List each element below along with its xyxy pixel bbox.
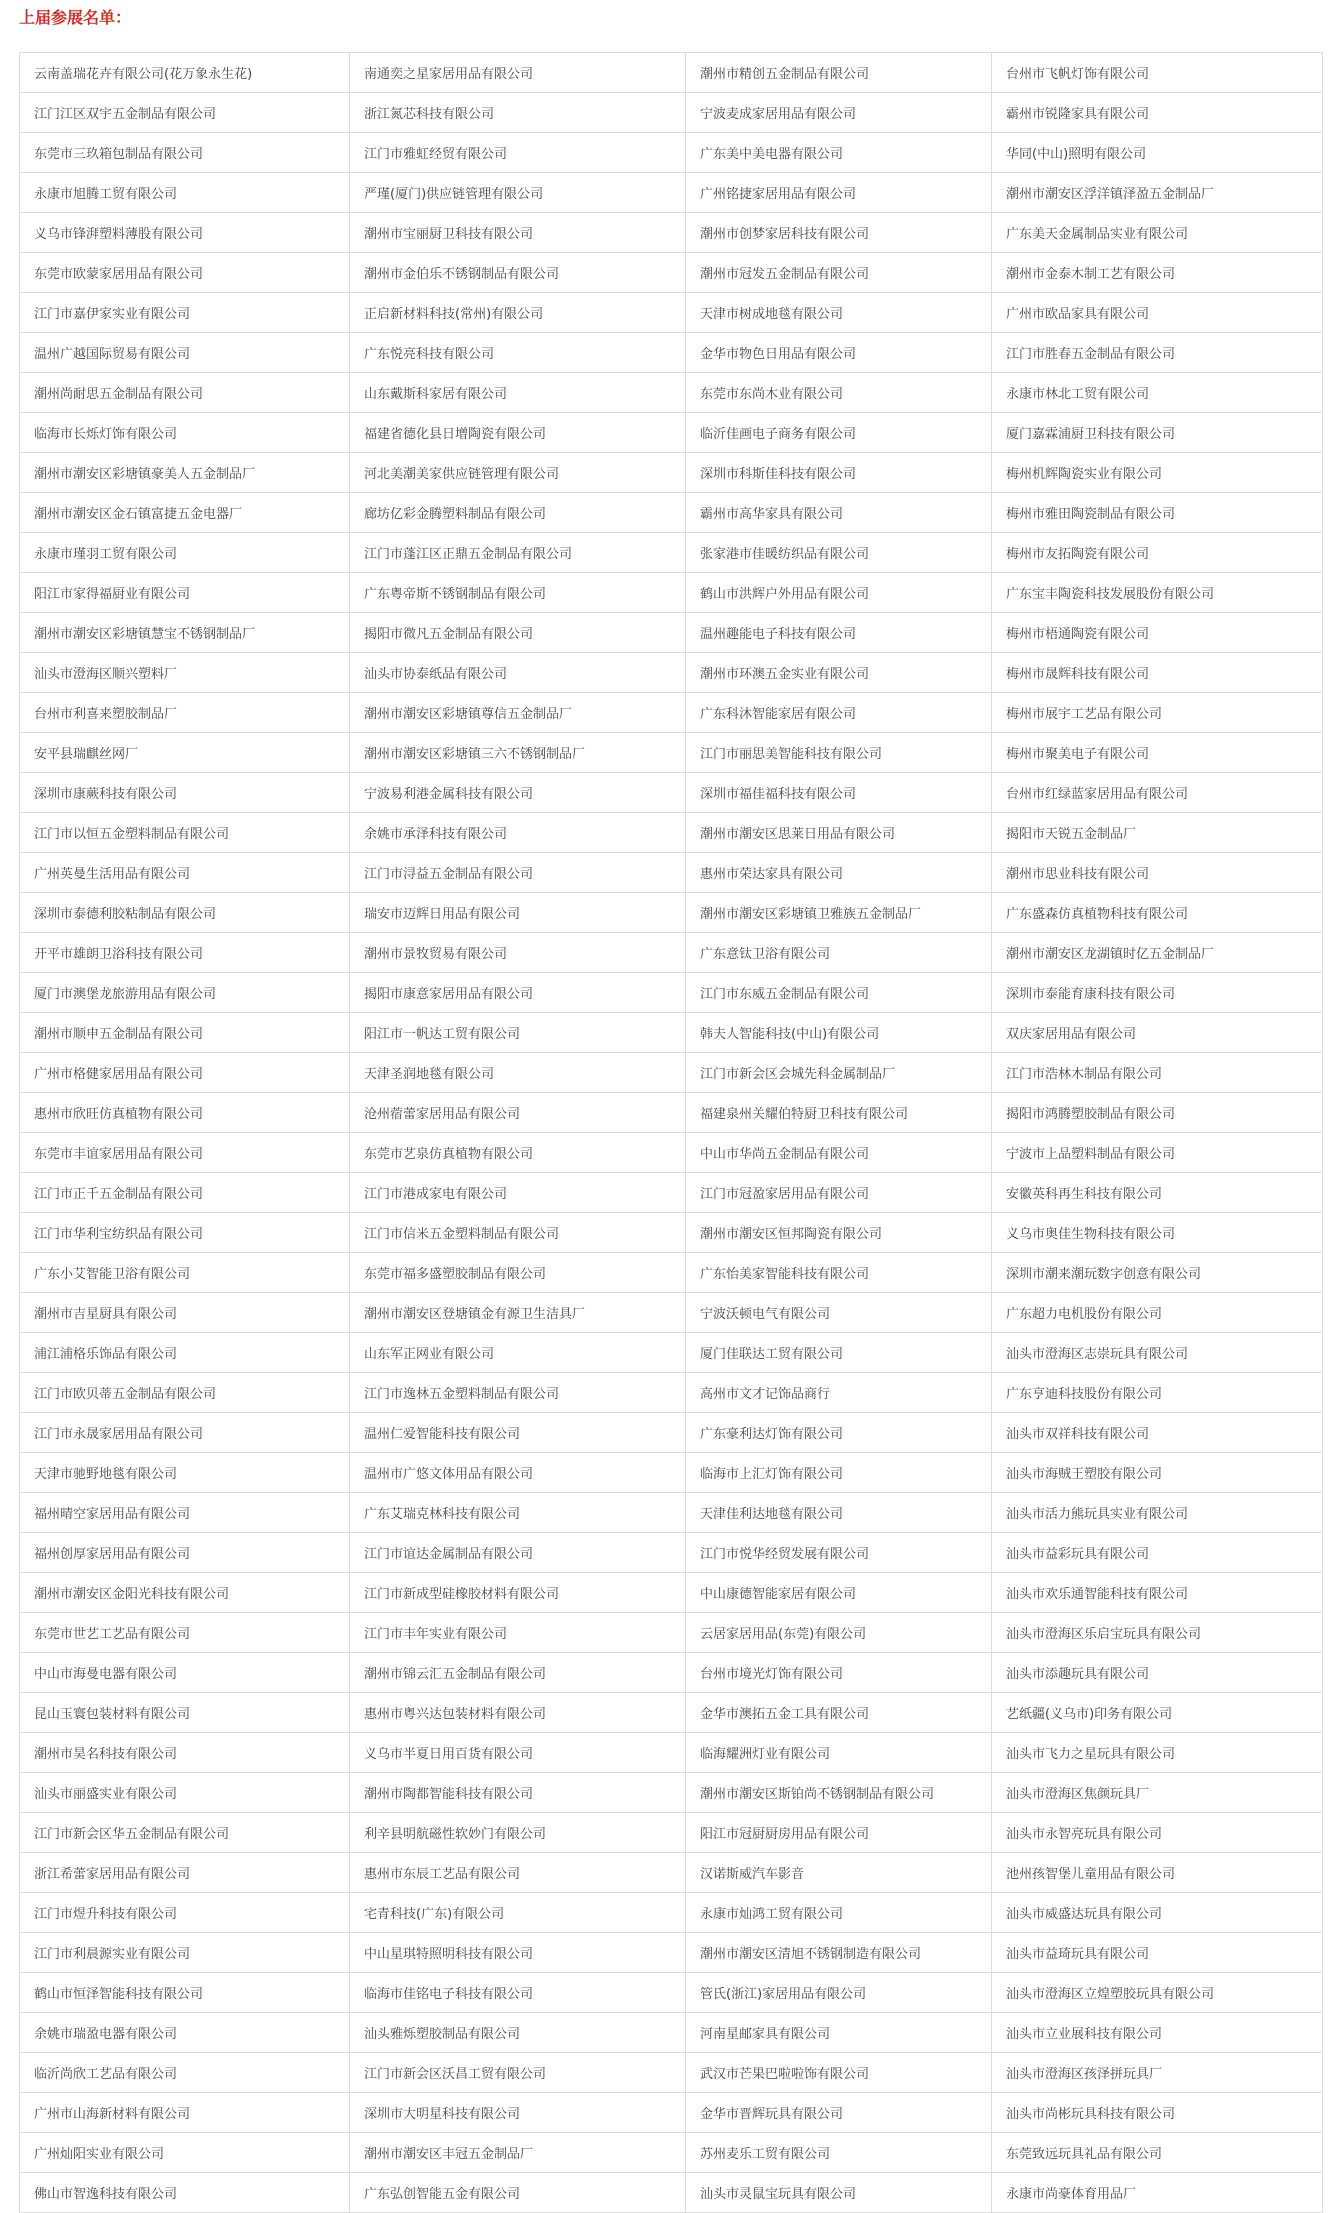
table-row: [20, 1533, 1323, 1573]
exhibitor-name-cell: 汕头市尚彬玩具科技有限公司: [992, 2093, 1323, 2133]
exhibitor-name-cell: 广州铭捷家居用品有限公司: [686, 173, 992, 213]
exhibitor-name-cell: 深圳市科斯佳科技有限公司: [686, 453, 992, 493]
exhibitor-name-cell: 金华市晋辉玩具有限公司: [686, 2093, 992, 2133]
exhibitor-name-cell: 武汉市芒果巴啦啦饰有限公司: [686, 2053, 992, 2093]
exhibitor-name-cell: 金华市物色日用品有限公司: [686, 333, 992, 373]
exhibitor-name-cell: 宁波沃顿电气有限公司: [686, 1293, 992, 1333]
exhibitor-name-cell: 惠州市东辰工艺品有限公司: [350, 1853, 686, 1893]
exhibitor-name-cell: 江门市逸林五金塑料制品有限公司: [350, 1373, 686, 1413]
exhibitor-name-cell: 义乌市半夏日用百货有限公司: [350, 1733, 686, 1773]
exhibitor-name-cell: 潮州市潮安区龙湖镇时亿五金制品厂: [992, 933, 1323, 973]
page-heading: 上届参展名单：: [19, 8, 132, 27]
table-row: [20, 1053, 1323, 1093]
table-row: [20, 613, 1323, 653]
exhibitor-name-cell: 汕头市澄海区立煌塑胶玩具有限公司: [992, 1973, 1323, 2013]
table-row: [20, 813, 1323, 853]
exhibitor-name-cell: 金华市澳拓五金工具有限公司: [686, 1693, 992, 1733]
exhibitor-table: [19, 52, 1323, 2213]
exhibitor-name-cell: 临沂尚欣工艺品有限公司: [20, 2053, 350, 2093]
table-row: [20, 693, 1323, 733]
exhibitor-name-cell: 揭阳市微凡五金制品有限公司: [350, 613, 686, 653]
exhibitor-name-cell: 江门市利晨源实业有限公司: [20, 1933, 350, 1973]
exhibitor-name-cell: 福州创厚家居用品有限公司: [20, 1533, 350, 1573]
table-row: [20, 1773, 1323, 1813]
table-row: [20, 413, 1323, 453]
exhibitor-name-cell: 浙江希蕾家居用品有限公司: [20, 1853, 350, 1893]
exhibitor-name-cell: 山东戴斯科家居有限公司: [350, 373, 686, 413]
exhibitor-name-cell: 江门市永晟家居用品有限公司: [20, 1413, 350, 1453]
exhibitor-name-cell: 汕头市澄海区乐启宝玩具有限公司: [992, 1613, 1323, 1653]
exhibitor-name-cell: 华同(中山)照明有限公司: [992, 133, 1323, 173]
exhibitor-name-cell: 阳江市一帆达工贸有限公司: [350, 1013, 686, 1053]
exhibitor-name-cell: 厦门佳联达工贸有限公司: [686, 1333, 992, 1373]
exhibitor-name-cell: 瑞安市迈辉日用品有限公司: [350, 893, 686, 933]
exhibitor-name-cell: 厦门市澳堡龙旅游用品有限公司: [20, 973, 350, 1013]
exhibitor-name-cell: 临海市长烁灯饰有限公司: [20, 413, 350, 453]
exhibitor-name-cell: 江门市东威五金制品有限公司: [686, 973, 992, 1013]
exhibitor-name-cell: 广州灿阳实业有限公司: [20, 2133, 350, 2173]
exhibitor-name-cell: 佛山市智逸科技有限公司: [20, 2173, 350, 2213]
exhibitor-name-cell: 江门市浩林木制品有限公司: [992, 1053, 1323, 1093]
exhibitor-name-cell: 广东亨迪科技股份有限公司: [992, 1373, 1323, 1413]
exhibitor-name-cell: 永康市灿鸿工贸有限公司: [686, 1893, 992, 1933]
table-row: [20, 2013, 1323, 2053]
exhibitor-name-cell: 潮州市吉星厨具有限公司: [20, 1293, 350, 1333]
exhibitor-name-cell: 东莞市福多盛塑胶制品有限公司: [350, 1253, 686, 1293]
exhibitor-name-cell: 江门市新成型硅橡胶材料有限公司: [350, 1573, 686, 1613]
exhibitor-name-cell: 汕头市澄海区焦颜玩具厂: [992, 1773, 1323, 1813]
exhibitor-name-cell: 临海市佳铭电子科技有限公司: [350, 1973, 686, 2013]
exhibitor-name-cell: 广东盛森仿真植物科技有限公司: [992, 893, 1323, 933]
exhibitor-name-cell: 双庆家居用品有限公司: [992, 1013, 1323, 1053]
exhibitor-name-cell: 中山星琪特照明科技有限公司: [350, 1933, 686, 1973]
exhibitor-name-cell: 汕头市立业展科技有限公司: [992, 2013, 1323, 2053]
exhibitor-name-cell: 永康市瑾羽工贸有限公司: [20, 533, 350, 573]
table-row: [20, 1373, 1323, 1413]
table-row: [20, 933, 1323, 973]
exhibitor-name-cell: 中山康德智能家居有限公司: [686, 1573, 992, 1613]
exhibitor-name-cell: 中山市华尚五金制品有限公司: [686, 1133, 992, 1173]
exhibitor-name-cell: 深圳市大明星科技有限公司: [350, 2093, 686, 2133]
table-row: [20, 1333, 1323, 1373]
exhibitor-name-cell: 潮州市冠发五金制品有限公司: [686, 253, 992, 293]
exhibitor-name-cell: 安平县瑞麒丝网厂: [20, 733, 350, 773]
exhibitor-name-cell: 正启新材料科技(常州)有限公司: [350, 293, 686, 333]
exhibitor-name-cell: 温州仁爱智能科技有限公司: [350, 1413, 686, 1453]
exhibitor-name-cell: 深圳市泰德利胶粘制品有限公司: [20, 893, 350, 933]
exhibitor-name-cell: 潮州市创梦家居科技有限公司: [686, 213, 992, 253]
exhibitor-name-cell: 广东美中美电器有限公司: [686, 133, 992, 173]
exhibitor-name-cell: 江门市以恒五金塑料制品有限公司: [20, 813, 350, 853]
exhibitor-name-cell: 潮州市锦云汇五金制品有限公司: [350, 1653, 686, 1693]
exhibitor-name-cell: 余姚市瑞盈电器有限公司: [20, 2013, 350, 2053]
table-row: [20, 2053, 1323, 2093]
table-row: [20, 453, 1323, 493]
exhibitor-name-cell: 汕头市灵鼠宝玩具有限公司: [686, 2173, 992, 2213]
exhibitor-name-cell: 潮州市潮安区丰冠五金制品厂: [350, 2133, 686, 2173]
table-row: [20, 2133, 1323, 2173]
table-row: [20, 1093, 1323, 1133]
exhibitor-name-cell: 云居家居用品(东莞)有限公司: [686, 1613, 992, 1653]
exhibitor-name-cell: 鹤山市洪辉户外用品有限公司: [686, 573, 992, 613]
exhibitor-name-cell: 广东粤帝斯不锈钢制品有限公司: [350, 573, 686, 613]
exhibitor-name-cell: 潮州尚耐思五金制品有限公司: [20, 373, 350, 413]
exhibitor-name-cell: 浦江浦格乐饰品有限公司: [20, 1333, 350, 1373]
exhibitor-name-cell: 江门市蓬江区正鼎五金制品有限公司: [350, 533, 686, 573]
exhibitor-name-cell: 汕头市澄海区志崇玩具有限公司: [992, 1333, 1323, 1373]
table-row: [20, 1733, 1323, 1773]
exhibitor-name-cell: 广东宝丰陶瓷科技发展股份有限公司: [992, 573, 1323, 613]
table-row: [20, 213, 1323, 253]
exhibitor-name-cell: 广州市欧品家具有限公司: [992, 293, 1323, 333]
exhibitor-name-cell: 台州市利喜来塑胶制品厂: [20, 693, 350, 733]
table-row: [20, 653, 1323, 693]
exhibitor-name-cell: 山东军正网业有限公司: [350, 1333, 686, 1373]
exhibitor-name-cell: 廊坊亿彩金腾塑料制品有限公司: [350, 493, 686, 533]
exhibitor-name-cell: 福建省德化县日增陶瓷有限公司: [350, 413, 686, 453]
exhibitor-name-cell: 广东豪利达灯饰有限公司: [686, 1413, 992, 1453]
exhibitor-name-cell: 潮州市潮安区金阳光科技有限公司: [20, 1573, 350, 1613]
exhibitor-name-cell: 池州孩智堡儿童用品有限公司: [992, 1853, 1323, 1893]
exhibitor-name-cell: 阳江市冠厨厨房用品有限公司: [686, 1813, 992, 1853]
table-row: [20, 333, 1323, 373]
exhibitor-name-cell: 鹤山市恒泽智能科技有限公司: [20, 1973, 350, 2013]
exhibitor-name-cell: 广东悦亮科技有限公司: [350, 333, 686, 373]
exhibitor-name-cell: 梅州市雅田陶瓷制品有限公司: [992, 493, 1323, 533]
exhibitor-name-cell: 江门市谊达金属制品有限公司: [350, 1533, 686, 1573]
table-row: [20, 1413, 1323, 1453]
table-row: [20, 1013, 1323, 1053]
exhibitor-name-cell: 潮州市陶都智能科技有限公司: [350, 1773, 686, 1813]
exhibitor-name-cell: 福建泉州关耀伯特厨卫科技有限公司: [686, 1093, 992, 1133]
table-row: [20, 1933, 1323, 1973]
table-row: [20, 853, 1323, 893]
exhibitor-name-cell: 潮州市潮安区登塘镇金有源卫生洁具厂: [350, 1293, 686, 1333]
exhibitor-name-cell: 汕头市威盛达玩具有限公司: [992, 1893, 1323, 1933]
exhibitor-name-cell: 义乌市锋湃塑料薄股有限公司: [20, 213, 350, 253]
exhibitor-name-cell: 宁波市上品塑料制品有限公司: [992, 1133, 1323, 1173]
exhibitor-name-cell: 深圳市康蕨科技有限公司: [20, 773, 350, 813]
exhibitor-name-cell: 浙江氮芯科技有限公司: [350, 93, 686, 133]
exhibitor-name-cell: 天津市驰野地毯有限公司: [20, 1453, 350, 1493]
exhibitor-name-cell: 揭阳市康意家居用品有限公司: [350, 973, 686, 1013]
exhibitor-name-cell: 潮州市精创五金制品有限公司: [686, 53, 992, 93]
exhibitor-name-cell: 宁波麦成家居用品有限公司: [686, 93, 992, 133]
table-row: [20, 1853, 1323, 1893]
exhibitor-name-cell: 汕头市添趣玩具有限公司: [992, 1653, 1323, 1693]
exhibitor-name-cell: 江门市雅虹经贸有限公司: [350, 133, 686, 173]
exhibitor-name-cell: 江门市信米五金塑料制品有限公司: [350, 1213, 686, 1253]
exhibitor-name-cell: 潮州市顺申五金制品有限公司: [20, 1013, 350, 1053]
exhibitor-name-cell: 汕头市益琦玩具有限公司: [992, 1933, 1323, 1973]
exhibitor-name-cell: 临海耀洲灯业有限公司: [686, 1733, 992, 1773]
exhibitor-name-cell: 天津市树成地毯有限公司: [686, 293, 992, 333]
exhibitor-name-cell: 广东小艾智能卫浴有限公司: [20, 1253, 350, 1293]
exhibitor-name-cell: 天津圣润地毯有限公司: [350, 1053, 686, 1093]
table-row: [20, 93, 1323, 133]
exhibitor-name-cell: 阳江市家得福厨业有限公司: [20, 573, 350, 613]
exhibitor-name-cell: 汕头市永智亮玩具有限公司: [992, 1813, 1323, 1853]
exhibitor-name-cell: 江门市港成家电有限公司: [350, 1173, 686, 1213]
exhibitor-name-cell: 汕头雅烁塑胶制品有限公司: [350, 2013, 686, 2053]
exhibitor-name-cell: 潮州市潮安区清旭不锈钢制造有限公司: [686, 1933, 992, 1973]
exhibitor-name-cell: 宁波易利港金属科技有限公司: [350, 773, 686, 813]
exhibitor-name-cell: 江门市新会区会城先科金属制品厂: [686, 1053, 992, 1093]
exhibitor-name-cell: 揭阳市天锐五金制品厂: [992, 813, 1323, 853]
exhibitor-name-cell: 江门市胜春五金制品有限公司: [992, 333, 1323, 373]
table-row: [20, 1693, 1323, 1733]
exhibitor-name-cell: 福州晴空家居用品有限公司: [20, 1493, 350, 1533]
exhibitor-name-cell: 汕头市飞力之星玩具有限公司: [992, 1733, 1323, 1773]
table-row: [20, 1453, 1323, 1493]
exhibitor-name-cell: 河北美潮美家供应链管理有限公司: [350, 453, 686, 493]
exhibitor-name-cell: 深圳市泰能育康科技有限公司: [992, 973, 1323, 1013]
exhibitor-name-cell: 潮州市潮安区彩塘镇三六不锈钢制品厂: [350, 733, 686, 773]
exhibitor-name-cell: 潮州市宝丽厨卫科技有限公司: [350, 213, 686, 253]
exhibitor-name-cell: 台州市飞帆灯饰有限公司: [992, 53, 1323, 93]
exhibitor-name-cell: 惠州市粤兴达包装材料有限公司: [350, 1693, 686, 1733]
exhibitor-name-cell: 广东弘创智能五金有限公司: [350, 2173, 686, 2213]
exhibitor-name-cell: 汕头市协泰纸品有限公司: [350, 653, 686, 693]
exhibitor-name-cell: 安徽英科再生科技有限公司: [992, 1173, 1323, 1213]
table-row: [20, 1213, 1323, 1253]
exhibitor-name-cell: 梅州市梧通陶瓷有限公司: [992, 613, 1323, 653]
exhibitor-name-cell: 梅州市聚美电子有限公司: [992, 733, 1323, 773]
exhibitor-name-cell: 潮州市环澳五金实业有限公司: [686, 653, 992, 693]
exhibitor-name-cell: 汕头市丽盛实业有限公司: [20, 1773, 350, 1813]
exhibitor-name-cell: 河南星邮家具有限公司: [686, 2013, 992, 2053]
exhibitor-name-cell: 深圳市福佳福科技有限公司: [686, 773, 992, 813]
exhibitor-name-cell: 东莞市世艺工艺品有限公司: [20, 1613, 350, 1653]
exhibitor-name-cell: 潮州市潮安区彩塘镇慧宝不锈钢制品厂: [20, 613, 350, 653]
exhibitor-name-cell: 潮州市潮安区彩塘镇豪美人五金制品厂: [20, 453, 350, 493]
exhibitor-name-cell: 厦门嘉霖浦厨卫科技有限公司: [992, 413, 1323, 453]
table-row: [20, 53, 1323, 93]
exhibitor-name-cell: 天津佳利达地毯有限公司: [686, 1493, 992, 1533]
table-row: [20, 1573, 1323, 1613]
exhibitor-name-cell: 台州市境光灯饰有限公司: [686, 1653, 992, 1693]
exhibitor-name-cell: 江门市丰年实业有限公司: [350, 1613, 686, 1653]
exhibitor-name-cell: 南通奕之星家居用品有限公司: [350, 53, 686, 93]
table-row: [20, 533, 1323, 573]
exhibitor-name-cell: 潮州市景牧贸易有限公司: [350, 933, 686, 973]
exhibitor-name-cell: 汕头市欢乐通智能科技有限公司: [992, 1573, 1323, 1613]
exhibitor-name-cell: 潮州市昊名科技有限公司: [20, 1733, 350, 1773]
exhibitor-name-cell: 义乌市奥佳生物科技有限公司: [992, 1213, 1323, 1253]
table-row: [20, 1613, 1323, 1653]
exhibitor-name-cell: 惠州市荣达家具有限公司: [686, 853, 992, 893]
exhibitor-name-cell: 宅青科技(广东)有限公司: [350, 1893, 686, 1933]
exhibitor-name-cell: 广东美天金属制品实业有限公司: [992, 213, 1323, 253]
exhibitor-name-cell: 临沂佳画电子商务有限公司: [686, 413, 992, 453]
exhibitor-name-cell: 永康市林北工贸有限公司: [992, 373, 1323, 413]
exhibitor-name-cell: 梅州市展宇工艺品有限公司: [992, 693, 1323, 733]
exhibitor-name-cell: 潮州市金伯乐不锈钢制品有限公司: [350, 253, 686, 293]
exhibitor-name-cell: 潮州市潮安区恒邦陶瓷有限公司: [686, 1213, 992, 1253]
exhibitor-name-cell: 东莞市东尚木业有限公司: [686, 373, 992, 413]
exhibitor-name-cell: 东莞市三玖箱包制品有限公司: [20, 133, 350, 173]
exhibitor-name-cell: 广州市山海新材料有限公司: [20, 2093, 350, 2133]
exhibitor-name-cell: 潮州市潮安区金石镇富捷五金电器厂: [20, 493, 350, 533]
exhibitor-name-cell: 江门市华利宝纺织品有限公司: [20, 1213, 350, 1253]
table-row: [20, 2093, 1323, 2133]
exhibitor-name-cell: 梅州市晟辉科技有限公司: [992, 653, 1323, 693]
exhibitor-name-cell: 广州英曼生活用品有限公司: [20, 853, 350, 893]
table-row: [20, 293, 1323, 333]
exhibitor-name-cell: 广东科沐智能家居有限公司: [686, 693, 992, 733]
table-row: [20, 973, 1323, 1013]
exhibitor-name-cell: 汕头市双祥科技有限公司: [992, 1413, 1323, 1453]
table-row: [20, 1293, 1323, 1333]
exhibitor-name-cell: 揭阳市鸿腾塑胶制品有限公司: [992, 1093, 1323, 1133]
exhibitor-name-cell: 江门市悦华经贸发展有限公司: [686, 1533, 992, 1573]
exhibitor-name-cell: 潮州市潮安区思莱日用品有限公司: [686, 813, 992, 853]
exhibitor-name-cell: 开平市雄朗卫浴科技有限公司: [20, 933, 350, 973]
exhibitor-name-cell: 梅州机辉陶瓷实业有限公司: [992, 453, 1323, 493]
table-row: [20, 133, 1323, 173]
exhibitor-name-cell: 东莞市艺泉仿真植物有限公司: [350, 1133, 686, 1173]
exhibitor-name-cell: 管氏(浙江)家居用品有限公司: [686, 1973, 992, 2013]
exhibitor-name-cell: 梅州市友拓陶瓷有限公司: [992, 533, 1323, 573]
table-row: [20, 1813, 1323, 1853]
exhibitor-name-cell: 霸州市高华家具有限公司: [686, 493, 992, 533]
table-row: [20, 573, 1323, 613]
exhibitor-name-cell: 东莞致远玩具礼品有限公司: [992, 2133, 1323, 2173]
exhibitor-name-cell: 潮州市潮安区浮洋镇泽盈五金制品厂: [992, 173, 1323, 213]
exhibitor-name-cell: 汕头市澄海区顺兴塑料厂: [20, 653, 350, 693]
exhibitor-name-cell: 汕头市海贼王塑胶有限公司: [992, 1453, 1323, 1493]
exhibitor-name-cell: 江门市正千五金制品有限公司: [20, 1173, 350, 1213]
exhibitor-name-cell: 江门市嘉伊家实业有限公司: [20, 293, 350, 333]
exhibitor-name-cell: 沧州蓿蕾家居用品有限公司: [350, 1093, 686, 1133]
exhibitor-name-cell: 广东意钛卫浴有限公司: [686, 933, 992, 973]
exhibitor-name-cell: 汕头市益彩玩具有限公司: [992, 1533, 1323, 1573]
exhibitor-name-cell: 苏州麦乐工贸有限公司: [686, 2133, 992, 2173]
exhibitor-name-cell: 广州市格健家居用品有限公司: [20, 1053, 350, 1093]
exhibitor-name-cell: 汕头市澄海区孩泽拼玩具厂: [992, 2053, 1323, 2093]
table-row: [20, 893, 1323, 933]
exhibitor-name-cell: 汕头市活力熊玩具实业有限公司: [992, 1493, 1323, 1533]
exhibitor-name-cell: 江门市新会区华五金制品有限公司: [20, 1813, 350, 1853]
exhibitor-name-cell: 高州市文才记饰品商行: [686, 1373, 992, 1413]
exhibitor-name-cell: 永康市尚豪体育用品厂: [992, 2173, 1323, 2213]
table-row: [20, 733, 1323, 773]
exhibitor-name-cell: 东莞市欧蒙家居用品有限公司: [20, 253, 350, 293]
table-row: [20, 493, 1323, 533]
exhibitor-name-cell: 潮州市思业科技有限公司: [992, 853, 1323, 893]
exhibitor-name-cell: 艺纸疆(义乌市)印务有限公司: [992, 1693, 1323, 1733]
exhibitor-name-cell: 江门市煜升科技有限公司: [20, 1893, 350, 1933]
exhibitor-name-cell: 广东艾瑞克林科技有限公司: [350, 1493, 686, 1533]
exhibitor-name-cell: 云南盖瑞花卉有限公司(花万象永生花): [20, 53, 350, 93]
exhibitor-name-cell: 临海市上汇灯饰有限公司: [686, 1453, 992, 1493]
table-row: [20, 253, 1323, 293]
exhibitor-name-cell: 江门市欧贝蒂五金制品有限公司: [20, 1373, 350, 1413]
exhibitor-name-cell: 余姚市承泽科技有限公司: [350, 813, 686, 853]
table-row: [20, 1653, 1323, 1693]
exhibitor-name-cell: 中山市海曼电器有限公司: [20, 1653, 350, 1693]
table-row: [20, 173, 1323, 213]
exhibitor-name-cell: 汉诺斯威汽车影音: [686, 1853, 992, 1893]
table-row: [20, 1133, 1323, 1173]
exhibitor-name-cell: 昆山玉寰包装材料有限公司: [20, 1693, 350, 1733]
exhibitor-name-cell: 惠州市欣旺仿真植物有限公司: [20, 1093, 350, 1133]
exhibitor-name-cell: 霸州市锐隆家具有限公司: [992, 93, 1323, 133]
exhibitor-name-cell: 台州市红绿蓝家居用品有限公司: [992, 773, 1323, 813]
exhibitor-name-cell: 东莞市丰谊家居用品有限公司: [20, 1133, 350, 1173]
table-row: [20, 1973, 1323, 2013]
table-row: [20, 2173, 1323, 2213]
exhibitor-name-cell: 江门市丽思美智能科技有限公司: [686, 733, 992, 773]
table-row: [20, 373, 1323, 413]
exhibitor-name-cell: 张家港市佳暖纺织品有限公司: [686, 533, 992, 573]
exhibitor-name-cell: 利辛县明航磁性软妙门有限公司: [350, 1813, 686, 1853]
exhibitor-name-cell: 温州广越国际贸易有限公司: [20, 333, 350, 373]
table-row: [20, 773, 1323, 813]
exhibitor-name-cell: 深圳市潮来潮玩数字创意有限公司: [992, 1253, 1323, 1293]
exhibitor-name-cell: 温州市广悠文体用品有限公司: [350, 1453, 686, 1493]
table-row: [20, 1253, 1323, 1293]
exhibitor-name-cell: 永康市旭腾工贸有限公司: [20, 173, 350, 213]
exhibitor-name-cell: 潮州市金泰木制工艺有限公司: [992, 253, 1323, 293]
exhibitor-name-cell: 江门江区双宇五金制品有限公司: [20, 93, 350, 133]
exhibitor-name-cell: 温州趣能电子科技有限公司: [686, 613, 992, 653]
exhibitor-name-cell: 潮州市潮安区彩塘镇卫雅族五金制品厂: [686, 893, 992, 933]
table-row: [20, 1893, 1323, 1933]
exhibitor-name-cell: 潮州市潮安区彩塘镇尊信五金制品厂: [350, 693, 686, 733]
exhibitor-name-cell: 广东超力电机股份有限公司: [992, 1293, 1323, 1333]
exhibitor-name-cell: 潮州市潮安区斯铂尚不锈钢制品有限公司: [686, 1773, 992, 1813]
table-row: [20, 1493, 1323, 1533]
exhibitor-name-cell: 韩夫人智能科技(中山)有限公司: [686, 1013, 992, 1053]
exhibitor-name-cell: 江门市浔益五金制品有限公司: [350, 853, 686, 893]
exhibitor-name-cell: 江门市冠盈家居用品有限公司: [686, 1173, 992, 1213]
exhibitor-name-cell: 严瑾(厦门)供应链管理有限公司: [350, 173, 686, 213]
exhibitor-name-cell: 广东怡美家智能科技有限公司: [686, 1253, 992, 1293]
table-row: [20, 1173, 1323, 1213]
exhibitor-name-cell: 江门市新会区沃昌工贸有限公司: [350, 2053, 686, 2093]
